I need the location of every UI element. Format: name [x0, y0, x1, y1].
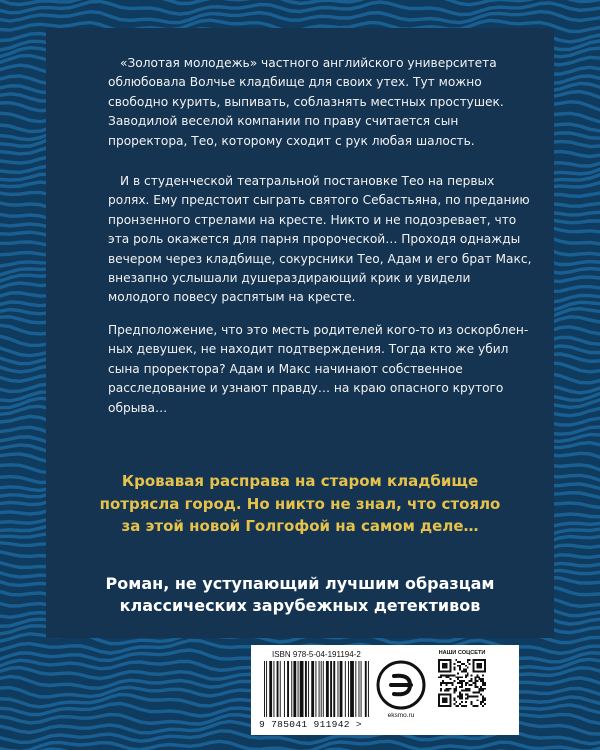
barcode-icon — [262, 661, 370, 719]
annotation-line: облюбовала Волчье кладбище для своих утех. Тут можно — [108, 75, 482, 90]
annotation-line: сына проректора? Адам и Макс начинают собственное — [108, 361, 463, 376]
annotation-line: «Золотая молодежь» частного английского университета — [120, 56, 497, 70]
tagline-line: Кровавая расправа на старом кладбище — [121, 472, 479, 490]
annotation-line: эта роль окажется для парня пророческой… Проходя однажды — [108, 232, 521, 247]
annotation-line: И в студенческой театральной постановке Тео на первых — [120, 174, 495, 188]
tagline-line: за этой новой Голгофой на самом деле… — [121, 517, 479, 535]
annotation-line: проректора, Тео, которому сходит с рук любая шалость. — [108, 133, 475, 148]
annotation-line: молодого повесу распятым на кресте. — [108, 290, 356, 305]
tagline-line: потрясла город. Но никто не знал, что стояло — [99, 494, 501, 513]
isbn-label: ISBN 978-5-04-191194-2 — [272, 650, 361, 659]
promo-line: Роман, не уступающий лучшим образцам — [105, 574, 495, 593]
annotation-line: расследование и узнают правду… на краю опасного крутого — [108, 381, 504, 396]
annotation-line: Заводилой веселой компании по праву считается сын — [108, 114, 459, 129]
annotation-line: Предположение, что это месть родителей кого-то из оскорблен- — [108, 323, 529, 337]
annotation-paragraph-2 — [108, 172, 532, 308]
annotation-line: внезапно услышали душераздирающий крик и увидели — [108, 271, 471, 286]
annotation-paragraph-3 — [108, 321, 529, 418]
promo-line: классических зарубежных детективов — [119, 596, 481, 615]
eksmo-logo-icon — [376, 660, 426, 710]
annotation-line: ролях. Ему предстоит сыграть святого Себастьяна, по преданию — [108, 193, 530, 208]
annotation-paragraph-1 — [108, 54, 504, 151]
tagline — [80, 470, 520, 538]
publisher-url[interactable]: eksmo.ru — [387, 712, 415, 719]
qr-code-icon[interactable] — [438, 659, 486, 707]
annotation-line: обрыва… — [108, 400, 168, 415]
barcode-digits: 9 785041 911942 > — [259, 719, 362, 730]
social-label: НАШИ СОЦСЕТИ — [438, 650, 486, 656]
annotation-line: вечером через кладбище, сокурсники Тео, Адам и его брат Макс, — [108, 251, 532, 266]
promo-text — [60, 573, 540, 617]
annotation-line: свободно курить, выпивать, соблазнять местных простушек. — [108, 94, 504, 109]
annotation-line: пронзенного стрелами на кресте. Никто и не подозревает, что — [108, 212, 517, 227]
annotation-line: ных девушек, не находит подтверждения. Тогда кто же убил — [108, 342, 509, 357]
